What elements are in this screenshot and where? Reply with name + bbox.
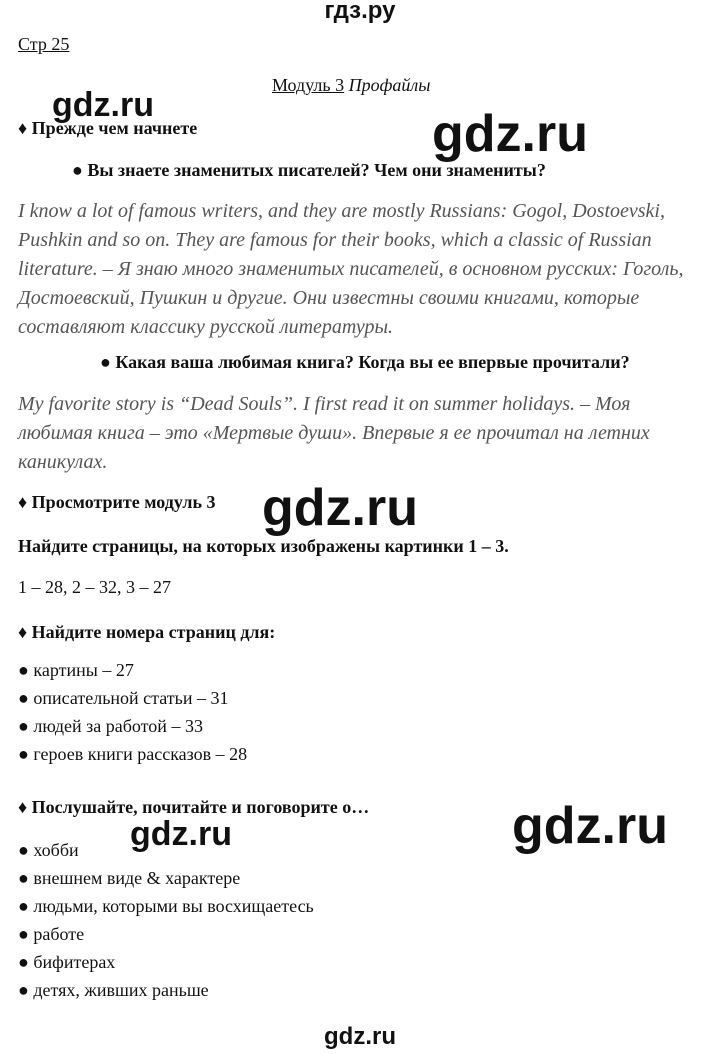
watermark: gdz.ru bbox=[130, 815, 232, 853]
find-pages-list bbox=[18, 656, 247, 768]
list-item: ● бифитерах bbox=[18, 952, 116, 972]
section-heading-listen: ♦ Послушайте, почитайте и поговорите о… bbox=[18, 797, 370, 817]
page-reference: Стр 25 bbox=[18, 34, 70, 54]
site-header: гдз.ру bbox=[324, 0, 396, 24]
list-item: ● описательной статьи – 31 bbox=[18, 688, 229, 708]
answer-1: I know a lot of famous writers, and they are mostly Russians: Gogol, Dostoevski, Pushkin and so on. They are famous for their books, which a classic of Russian literature. – Я знаю много знаменитых писателей, в основном русских: Гоголь, Достоевский, Пушкин и другие. Они известны своими книгами, которые составляют классику русской литературы. bbox=[18, 200, 684, 338]
question-1: ● Вы знаете знаменитых писателей? Чем они знамениты? bbox=[72, 160, 546, 180]
section-heading-find-pages: ♦ Найдите номера страниц для: bbox=[18, 622, 276, 642]
question-2: ● Какая ваша любимая книга? Когда вы ее впервые прочитали? bbox=[100, 352, 630, 372]
module-name: Профайлы bbox=[348, 75, 431, 95]
watermark: gdz.ru bbox=[432, 105, 588, 163]
browse-answer: 1 – 28, 2 – 32, 3 – 27 bbox=[18, 577, 171, 597]
listen-list bbox=[18, 836, 314, 1004]
module-title bbox=[272, 75, 430, 96]
module-label: Модуль 3 bbox=[272, 75, 345, 95]
watermark: gdz.ru bbox=[52, 86, 154, 124]
watermark: gdz.ru bbox=[262, 479, 418, 537]
list-item: ● людьми, которыми вы восхищаетесь bbox=[18, 896, 314, 916]
list-item: ● хобби bbox=[18, 840, 79, 860]
list-item: ● героев книги рассказов – 28 bbox=[18, 744, 248, 764]
list-item: ● внешнем виде & характере bbox=[18, 868, 241, 888]
section-heading-before-start: ♦ Прежде чем начнете bbox=[18, 118, 198, 138]
browse-task: Найдите страницы, на которых изображены картинки 1 – 3. bbox=[18, 536, 509, 556]
list-item: ● детях, живших раньше bbox=[18, 980, 209, 1000]
answer-2: My favorite story is “Dead Souls”. I first read it on summer holidays. – Моя любимая книга – это «Мертвые души». Впервые я ее прочитал на летних каникулах. bbox=[18, 393, 650, 473]
site-footer: gdz.ru bbox=[324, 1023, 396, 1050]
section-heading-browse: ♦ Просмотрите модуль 3 bbox=[18, 492, 216, 512]
list-item: ● людей за работой – 33 bbox=[18, 716, 203, 736]
list-item: ● картины – 27 bbox=[18, 660, 134, 680]
list-item: ● работе bbox=[18, 924, 85, 944]
watermark: gdz.ru bbox=[512, 797, 668, 855]
